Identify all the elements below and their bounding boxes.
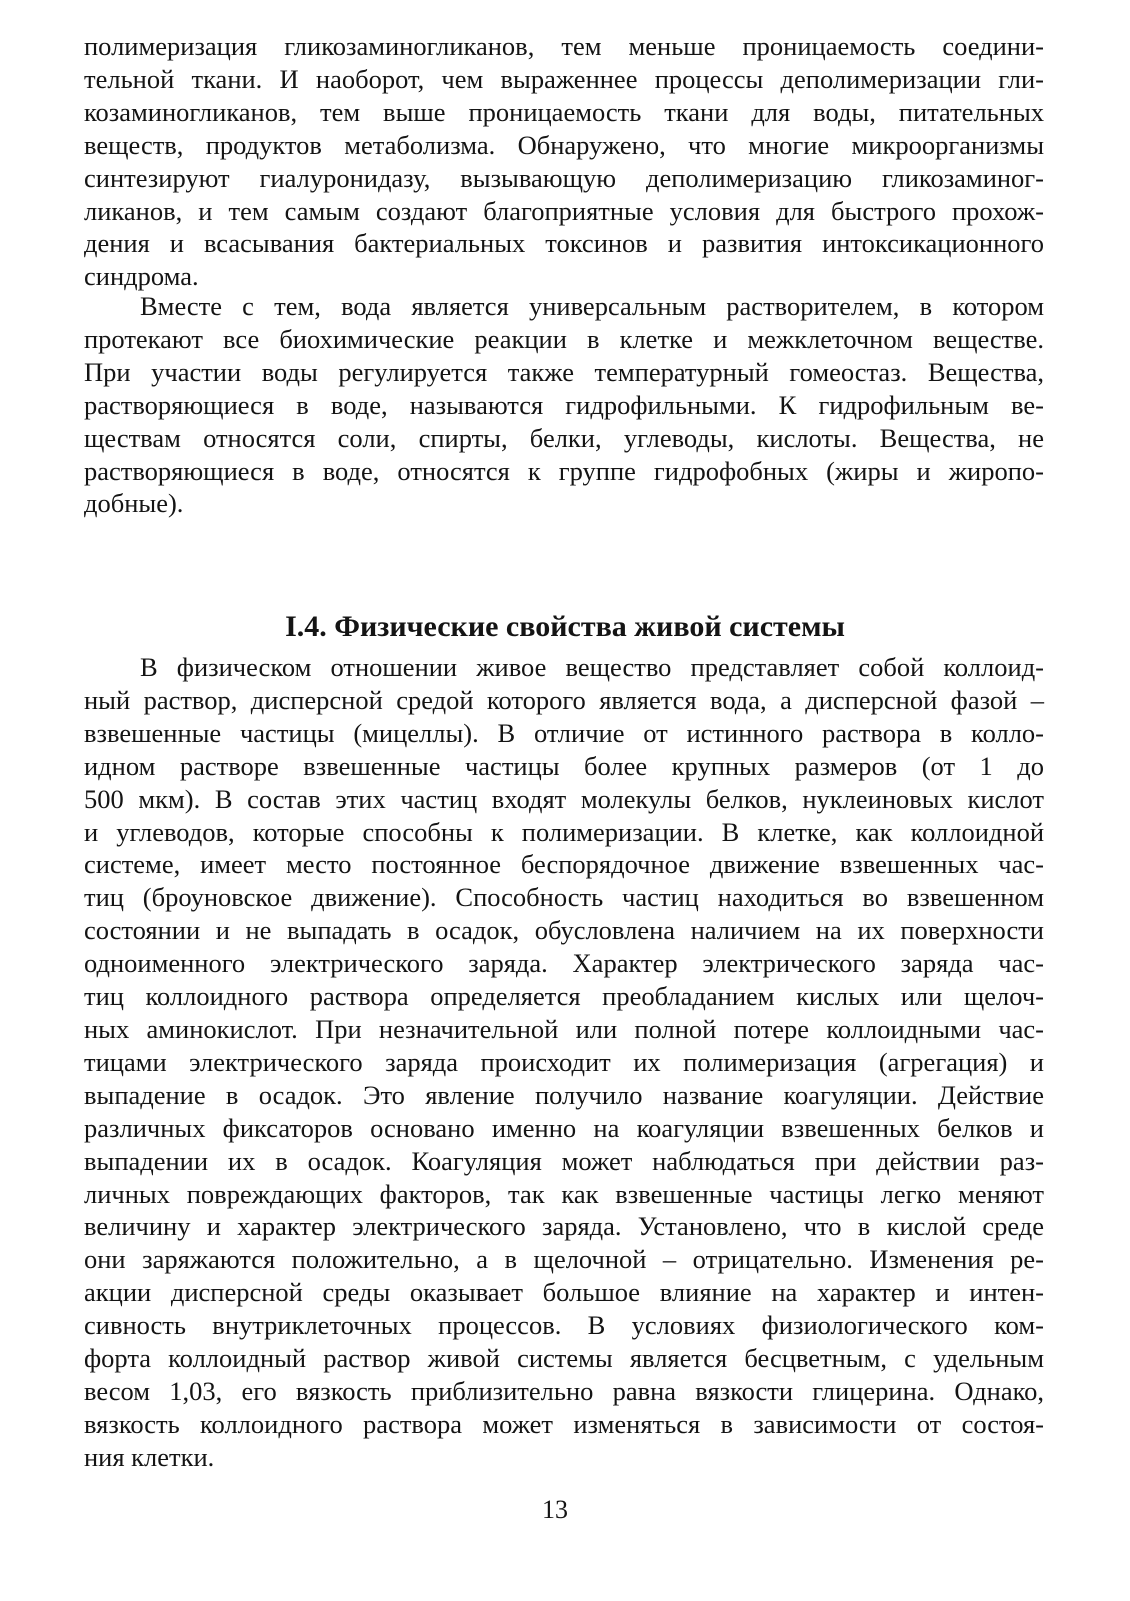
text-line: одноименного электрического заряда. Характер электрического заряда час-	[84, 948, 1044, 979]
text-line: растворяющиеся в воде, относятся к группе гидрофобных (жиры и жиропо-	[84, 455, 1044, 486]
paragraph-colloid-solution	[84, 651, 1044, 1474]
text-line: растворяющиеся в воде, называются гидрофильными. К гидрофильным ве-	[84, 389, 1044, 420]
text-line: При участии воды регулируется также температурный гомеостаз. Вещества,	[84, 356, 1044, 387]
text-line: веществ, продуктов метаболизма. Обнаружено, что многие микроорганизмы	[84, 129, 1044, 160]
text-line: они заряжаются положительно, а в щелочной – отрицательно. Изменения ре-	[84, 1244, 1044, 1275]
text-line: сивность внутриклеточных процессов. В условиях физиологического ком-	[84, 1310, 1044, 1341]
text-line: величину и характер электрического заряда. Установлено, что в кислой среде	[84, 1211, 1044, 1242]
page-number: 13	[542, 1495, 568, 1524]
text-line: весом 1,03, его вязкость приблизительно равна вязкости глицерина. Однако,	[84, 1375, 1044, 1406]
text-line: тицами электрического заряда происходит их полимеризация (агрегация) и	[84, 1046, 1044, 1077]
text-line: дения и всасывания бактериальных токсинов и развития интоксикационного	[84, 228, 1044, 259]
text-line: взвешенные частицы (мицеллы). В отличие от истинного раствора в колло-	[84, 717, 1044, 748]
text-line: ный раствор, дисперсной средой которого является вода, а дисперсной фазой –	[84, 684, 1044, 715]
text-line: протекают все биохимические реакции в клетке и межклеточном веществе.	[84, 323, 1044, 354]
text-line: тиц коллоидного раствора определяется преобладанием кислых или щелоч-	[84, 981, 1044, 1012]
text-line: идном растворе взвешенные частицы более крупных размеров (от 1 до	[84, 750, 1044, 781]
text-line: синтезируют гиалуронидазу, вызывающую деполимеризацию гликозаминог-	[84, 162, 1044, 193]
text-line: выпадение в осадок. Это явление получило название коагуляции. Действие	[84, 1079, 1044, 1110]
text-line: ния клетки.	[84, 1441, 215, 1472]
text-line: 500 мкм). В состав этих частиц входят молекулы белков, нуклеиновых кислот	[84, 783, 1044, 814]
text-line: полимеризация гликозаминогликанов, тем меньше проницаемость соедини-	[84, 31, 1044, 61]
text-line: и углеводов, которые способны к полимеризации. В клетке, как коллоидной	[84, 816, 1044, 847]
text-line: синдрома.	[84, 261, 199, 292]
text-line: ликанов, и тем самым создают благоприятные условия для быстрого прохож-	[84, 195, 1044, 226]
text-line: тельной ткани. И наоборот, чем выраженнее процессы деполимеризации гли-	[84, 63, 1044, 94]
text-line: ных аминокислот. При незначительной или полной потере коллоидными час-	[84, 1013, 1044, 1044]
text-line: ществам относятся соли, спирты, белки, углеводы, кислоты. Вещества, не	[84, 422, 1044, 453]
text-line: личных повреждающих факторов, так как взвешенные частицы легко меняют	[84, 1178, 1044, 1209]
text-line: состоянии и не выпадать в осадок, обусловлена наличием на их поверхности	[84, 915, 1044, 946]
text-line: акции дисперсной среды оказывает большое влияние на характер и интен-	[84, 1277, 1044, 1308]
text-line: Вместе с тем, вода является универсальным растворителем, в котором	[140, 291, 1044, 321]
paragraph-water-solvent	[84, 290, 1044, 520]
text-line: выпадении их в осадок. Коагуляция может наблюдаться при действии раз-	[84, 1145, 1044, 1176]
section-heading: I.4. Физические свойства живой системы	[285, 609, 845, 643]
text-line: системе, имеет место постоянное беспорядочное движение взвешенных час-	[84, 849, 1044, 880]
text-line: козаминогликанов, тем выше проницаемость ткани для воды, питательных	[84, 96, 1044, 127]
text-line: тиц (броуновское движение). Способность частиц находиться во взвешенном	[84, 882, 1044, 913]
paragraph-glycosaminoglycans	[84, 30, 1044, 293]
text-line: форта коллоидный раствор живой системы является бесцветным, с удельным	[84, 1343, 1044, 1374]
text-line: вязкость коллоидного раствора может изменяться в зависимости от состоя-	[84, 1408, 1044, 1439]
text-line: различных фиксаторов основано именно на коагуляции взвешенных белков и	[84, 1112, 1044, 1143]
text-line: В физическом отношении живое вещество представляет собой коллоид-	[140, 652, 1044, 682]
text-line: добные).	[84, 488, 184, 519]
